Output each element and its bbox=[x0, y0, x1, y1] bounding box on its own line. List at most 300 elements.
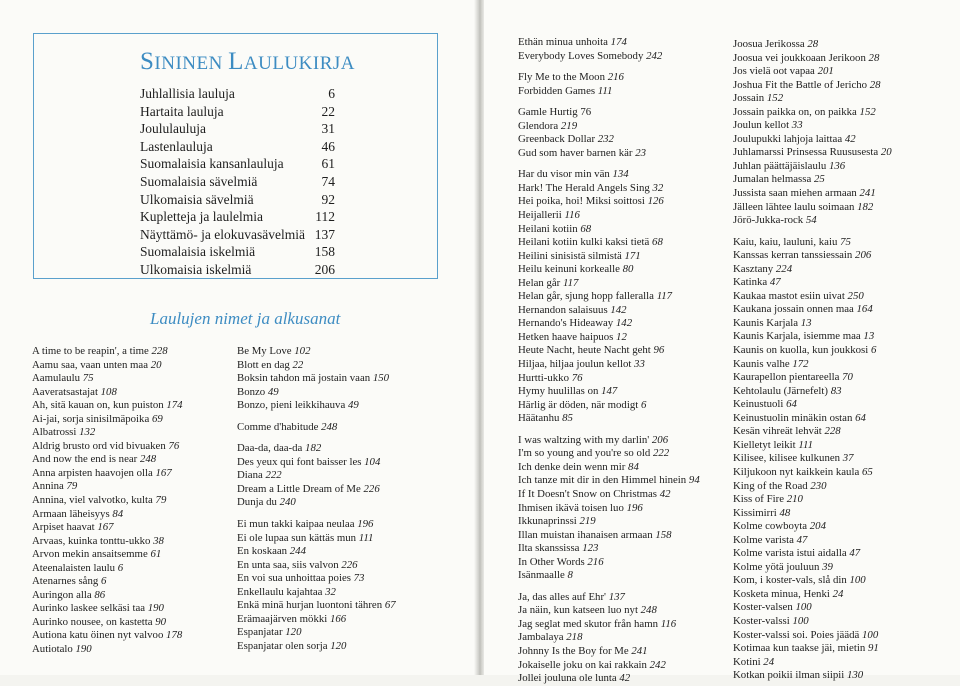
index-entry bbox=[733, 79, 958, 93]
index-entry bbox=[518, 85, 738, 99]
index-entry bbox=[32, 535, 242, 549]
index-entry-title: Jos vielä oot vapaa bbox=[733, 65, 815, 78]
toc-entry bbox=[140, 261, 335, 279]
index-entry bbox=[237, 640, 467, 654]
index-entry bbox=[32, 440, 242, 454]
index-entry-page: 28 bbox=[868, 51, 880, 64]
index-entry bbox=[733, 547, 958, 561]
index-entry-page: 224 bbox=[775, 262, 793, 275]
index-entry-page: 42 bbox=[619, 672, 631, 685]
index-entry-page: 190 bbox=[75, 643, 92, 656]
index-entry-title: Blott en dag bbox=[237, 358, 290, 371]
index-entry-page: 104 bbox=[364, 455, 381, 468]
index-entry-page: 100 bbox=[862, 628, 879, 641]
index-entry bbox=[32, 616, 242, 630]
index-entry-title: Arpiset haavat bbox=[32, 521, 95, 534]
index-entry-title: Auringon alla bbox=[32, 588, 92, 601]
index-entry bbox=[32, 548, 242, 562]
index-entry-title: En unta saa, siis valvon bbox=[237, 558, 339, 571]
index-entry-page: 33 bbox=[634, 358, 645, 371]
title-word: ININEN bbox=[154, 53, 229, 74]
index-entry-page: 174 bbox=[610, 36, 627, 48]
index-entry-page: 75 bbox=[840, 235, 851, 248]
index-entry-title: Keinustuoli bbox=[733, 398, 784, 411]
index-entry bbox=[518, 147, 738, 161]
index-entry bbox=[733, 317, 958, 331]
index-entry-title: In Other Words bbox=[518, 555, 585, 568]
toc-entry bbox=[140, 103, 335, 121]
index-entry-title: Arvon mekin ansaitsemme bbox=[32, 548, 148, 561]
index-entry-page: 111 bbox=[798, 438, 813, 451]
index-entry bbox=[733, 480, 958, 494]
index-entry-page: 242 bbox=[649, 658, 666, 671]
index-entry bbox=[733, 493, 958, 507]
index-entry bbox=[237, 372, 467, 386]
index-entry bbox=[518, 317, 738, 331]
index-entry-title: Hurtti-ukko bbox=[518, 371, 569, 384]
index-entry-title: Hei poika, hoi! Miksi soittosi bbox=[518, 195, 645, 208]
index-entry bbox=[518, 223, 738, 237]
index-entry-page: 68 bbox=[580, 222, 592, 235]
index-entry-page: 196 bbox=[626, 501, 643, 514]
toc-entry-page: 46 bbox=[321, 138, 335, 154]
index-entry-title: Isänmaalle bbox=[518, 569, 565, 582]
index-entry-title: Joosua Jerikossa bbox=[733, 38, 805, 50]
index-entry bbox=[733, 534, 958, 548]
index-entry-page: 137 bbox=[608, 590, 625, 603]
index-entry bbox=[518, 672, 738, 686]
index-entry bbox=[733, 425, 958, 439]
index-entry bbox=[32, 372, 242, 386]
index-entry bbox=[733, 52, 958, 66]
index-entry-page: 12 bbox=[616, 330, 627, 343]
index-entry-page: 120 bbox=[285, 626, 302, 639]
toc-entry-name: Hartaita lauluja bbox=[140, 103, 224, 119]
index-entry-title: Arvaas, kuinka tonttu-ukko bbox=[32, 534, 151, 547]
index-entry-title: Dream a Little Dream of Me bbox=[237, 482, 361, 495]
index-entry-title: En koskaan bbox=[237, 545, 288, 558]
index-entry-page: 6 bbox=[640, 398, 647, 411]
index-entry-page: 94 bbox=[688, 474, 700, 487]
toc-entry-page: 31 bbox=[321, 121, 335, 137]
index-entry bbox=[733, 214, 958, 228]
index-entry bbox=[733, 276, 958, 290]
index-entry-page: 219 bbox=[560, 119, 578, 132]
index-entry bbox=[733, 520, 958, 534]
index-entry-page: 24 bbox=[763, 655, 775, 668]
index-entry-title: Ah, sitä kauan on, kun puiston bbox=[32, 399, 164, 412]
index-entry-page: 182 bbox=[305, 442, 322, 455]
toc-entry-page: 137 bbox=[314, 226, 335, 242]
index-entry bbox=[237, 469, 467, 483]
title-initial: L bbox=[228, 48, 244, 75]
index-entry-page: 39 bbox=[822, 560, 833, 573]
index-entry bbox=[518, 133, 738, 147]
index-entry-page: 240 bbox=[279, 496, 296, 509]
index-entry bbox=[237, 456, 467, 470]
index-entry-title: Hetken haave haipuos bbox=[518, 330, 614, 343]
index-entry-title: Ateenalaisten laulu bbox=[32, 561, 116, 574]
index-heading: Laulujen nimet ja alkusanat bbox=[150, 309, 341, 328]
index-entry-title: Autiotalo bbox=[32, 643, 73, 656]
title-initial: S bbox=[140, 48, 155, 75]
toc-entry-page: 6 bbox=[328, 86, 335, 101]
index-entry-title: Kaukana jossain onnen maa bbox=[733, 303, 854, 316]
index-entry-page: 47 bbox=[796, 533, 808, 546]
index-entry-title: Enkellaulu kajahtaa bbox=[237, 585, 323, 598]
index-entry-title: Everybody Loves Somebody bbox=[518, 49, 644, 62]
index-entry-title: Har du visor min vän bbox=[518, 168, 610, 181]
toc-entry-page: 74 bbox=[321, 173, 335, 189]
index-entry-page: 65 bbox=[861, 465, 873, 478]
index-entry-page: 22 bbox=[292, 358, 304, 371]
index-entry-title: Ilta skanssissa bbox=[518, 542, 580, 555]
index-entry bbox=[733, 290, 958, 304]
index-entry-page: 20 bbox=[880, 146, 892, 159]
index-entry-title: Jossain bbox=[733, 92, 765, 105]
index-entry bbox=[32, 602, 242, 616]
index-entry-page: 158 bbox=[655, 528, 672, 541]
index-entry-page: 24 bbox=[832, 587, 844, 600]
index-entry-title: Armaan läheisyys bbox=[32, 507, 110, 520]
index-entry bbox=[733, 385, 958, 399]
index-entry bbox=[733, 574, 958, 588]
index-entry bbox=[733, 146, 958, 160]
index-entry-page: 37 bbox=[842, 452, 854, 465]
index-entry bbox=[32, 589, 242, 603]
index-entry-title: Kanssas kerran tanssiessain bbox=[733, 249, 853, 262]
index-entry bbox=[32, 508, 242, 522]
index-entry bbox=[32, 480, 242, 494]
index-entry-title: Gud som haver barnen kär bbox=[518, 146, 633, 159]
index-entry-page: 75 bbox=[82, 372, 94, 385]
index-entry bbox=[237, 483, 467, 497]
index-entry-page: 47 bbox=[849, 547, 861, 560]
toc-entry-page: 206 bbox=[314, 261, 335, 277]
index-entry-title: Hiljaa, hiljaa joulun kellot bbox=[518, 358, 632, 371]
index-entry-title: Kaunis valhe bbox=[733, 357, 790, 370]
index-entry bbox=[32, 467, 242, 481]
index-entry bbox=[733, 629, 958, 643]
index-entry-page: 230 bbox=[810, 479, 827, 492]
index-entry-title: Kasztany bbox=[733, 262, 774, 275]
toc-entry-page: 92 bbox=[321, 191, 335, 207]
index-entry-page: 28 bbox=[807, 38, 819, 50]
index-entry-title: If It Doesn't Snow on Christmas bbox=[518, 487, 657, 500]
index-entry-page: 196 bbox=[357, 518, 374, 531]
index-entry-page: 20 bbox=[150, 358, 162, 371]
index-entry-title: King of the Road bbox=[733, 479, 808, 492]
index-entry-title: Ihmisen ikävä toisen luo bbox=[518, 501, 624, 514]
index-entry bbox=[733, 344, 958, 358]
index-entry-title: Bonzo bbox=[237, 385, 266, 398]
index-entry bbox=[733, 601, 958, 615]
index-entry-page: 100 bbox=[795, 601, 812, 614]
index-entry-title: Comme d'habitude bbox=[237, 420, 319, 433]
index-entry bbox=[237, 586, 467, 600]
index-entry bbox=[733, 187, 958, 201]
index-entry bbox=[518, 604, 738, 618]
index-entry-page: 210 bbox=[786, 493, 803, 506]
index-entry-title: Erämaajärven mökki bbox=[237, 612, 328, 625]
index-entry-page: 132 bbox=[79, 426, 96, 439]
toc-list bbox=[140, 85, 335, 279]
index-entry-page: 250 bbox=[847, 289, 864, 302]
index-entry bbox=[518, 209, 738, 223]
index-entry-page: 201 bbox=[817, 65, 834, 78]
index-entry-page: 206 bbox=[651, 433, 669, 446]
index-entry-page: 216 bbox=[587, 555, 604, 568]
index-entry-title: Joulupukki lahjoja laittaa bbox=[733, 132, 843, 145]
index-entry bbox=[518, 434, 738, 448]
index-entry-title: Ja näin, kun katseen luo nyt bbox=[518, 604, 638, 617]
index-entry-page: 136 bbox=[828, 159, 846, 172]
index-entry-page: 134 bbox=[612, 168, 629, 181]
toc-entry bbox=[140, 120, 335, 138]
index-entry-title: Kiss of Fire bbox=[733, 493, 784, 506]
index-entry bbox=[32, 575, 242, 589]
index-entry bbox=[518, 106, 738, 120]
index-entry-title: Kotimaa kun taakse jäi, mietin bbox=[733, 642, 866, 655]
index-entry-title: Ich denke dein wenn mir bbox=[518, 460, 626, 473]
index-entry-page: 42 bbox=[659, 487, 671, 500]
index-entry bbox=[518, 399, 738, 413]
toc-entry-name: Suomalaisia sävelmiä bbox=[140, 173, 258, 189]
index-entry-title: Albatrossi bbox=[32, 426, 77, 439]
index-entry-page: 226 bbox=[363, 482, 380, 495]
index-entry bbox=[32, 345, 242, 359]
index-entry-page: 222 bbox=[652, 447, 670, 460]
index-entry-title: Koster-valssi bbox=[733, 614, 790, 627]
index-entry-page: 76 bbox=[571, 371, 583, 384]
index-entry-title: Ja, das alles auf Ehr' bbox=[518, 590, 606, 603]
index-entry bbox=[733, 452, 958, 466]
index-entry-title: Bonzo, pieni leikkihauva bbox=[237, 399, 346, 412]
index-entry-title: Hymy huulillas on bbox=[518, 385, 599, 398]
index-entry bbox=[733, 160, 958, 174]
index-entry-page: 248 bbox=[321, 420, 338, 433]
index-entry-title: Joulun kellot bbox=[733, 119, 790, 132]
index-entry-title: Fly Me to the Moon bbox=[518, 71, 605, 84]
index-entry bbox=[733, 201, 958, 215]
index-entry-page: 178 bbox=[166, 629, 183, 642]
index-entry-page: 116 bbox=[564, 209, 580, 222]
index-entry-page: 242 bbox=[646, 49, 663, 62]
index-entry-title: Heijallerii bbox=[518, 209, 562, 222]
index-entry-title: Ei ole lupaa sun kättäs mun bbox=[237, 531, 357, 544]
index-entry bbox=[32, 453, 242, 467]
index-entry-title: Hernandon salaisuus bbox=[518, 303, 608, 316]
index-entry-page: 68 bbox=[652, 236, 663, 249]
index-entry-page: 126 bbox=[647, 195, 664, 208]
index-entry-page: 13 bbox=[863, 330, 875, 343]
index-entry-page: 100 bbox=[792, 614, 809, 627]
index-entry-title: Keinustuolin minäkin ostan bbox=[733, 411, 853, 424]
index-entry bbox=[518, 358, 738, 372]
toc-entry-name: Suomalaisia kansanlauluja bbox=[140, 156, 284, 172]
index-entry-page: 232 bbox=[597, 133, 614, 146]
index-entry-page: 85 bbox=[562, 412, 573, 425]
index-entry bbox=[518, 120, 738, 134]
index-entry-title: I was waltzing with my darlin' bbox=[518, 433, 650, 446]
index-entry bbox=[237, 613, 467, 627]
index-column-3 bbox=[518, 36, 738, 686]
index-entry bbox=[733, 65, 958, 79]
index-entry-page: 8 bbox=[567, 569, 573, 582]
index-entry-page: 117 bbox=[656, 290, 673, 303]
index-entry-title: Kaunis Karjala, isiemme maa bbox=[733, 330, 861, 343]
index-entry-title: Enkä minä hurjan luontoni tähren bbox=[237, 599, 383, 612]
index-entry-title: Kehtolaulu (Järnefelt) bbox=[733, 384, 829, 397]
index-entry bbox=[733, 561, 958, 575]
index-entry-title: Kaunis Karjala bbox=[733, 316, 799, 329]
index-entry-page: 108 bbox=[100, 385, 117, 398]
index-entry-title: Kotkan poikii ilman siipii bbox=[733, 669, 845, 682]
index-entry-page: 120 bbox=[330, 639, 347, 652]
index-entry-title: And now the end is near bbox=[32, 453, 138, 466]
index-entry-title: Jörö-Jukka-rock bbox=[733, 214, 804, 227]
index-entry-page: 79 bbox=[66, 480, 78, 493]
index-entry bbox=[733, 466, 958, 480]
index-entry-title: Jag seglat med skutor från hamn bbox=[518, 617, 659, 630]
index-entry-title: Annina, viel valvotko, kulta bbox=[32, 494, 153, 507]
index-entry bbox=[237, 421, 467, 435]
index-entry bbox=[518, 277, 738, 291]
index-entry-title: Boksin tahdon mä jostain vaan bbox=[237, 372, 371, 385]
index-entry bbox=[733, 119, 958, 133]
index-entry bbox=[32, 386, 242, 400]
index-entry-title: Katinka bbox=[733, 276, 768, 289]
index-entry-page: 222 bbox=[265, 469, 282, 482]
index-entry-page: 241 bbox=[631, 644, 648, 657]
index-entry-title: Helan går bbox=[518, 276, 561, 289]
index-entry-title: Koster-valsen bbox=[733, 601, 793, 614]
index-entry-title: Hernando's Hideaway bbox=[518, 317, 614, 330]
index-entry-page: 83 bbox=[830, 384, 842, 397]
index-column-4 bbox=[733, 38, 958, 683]
index-entry-title: Johnny Is the Boy for Me bbox=[518, 644, 629, 657]
index-entry-title: Diana bbox=[237, 469, 263, 482]
index-entry-page: 111 bbox=[358, 531, 374, 544]
index-entry-page: 164 bbox=[856, 303, 873, 316]
index-entry bbox=[518, 71, 738, 85]
index-entry bbox=[518, 631, 738, 645]
toc-entry-name: Ulkomaisia iskelmiä bbox=[140, 261, 252, 277]
index-entry-title: Kosketa minua, Henki bbox=[733, 587, 830, 600]
index-entry-page: 166 bbox=[329, 612, 347, 625]
index-entry bbox=[733, 92, 958, 106]
index-entry-title: Koster-valssi soi. Poies jäädä bbox=[733, 628, 860, 641]
index-entry-page: 204 bbox=[809, 520, 826, 533]
index-entry-page: 91 bbox=[867, 642, 879, 655]
index-entry-page: 32 bbox=[325, 585, 336, 598]
index-entry bbox=[237, 399, 467, 413]
index-entry-title: Heilani kotiin kulki kaksi tietä bbox=[518, 236, 650, 249]
index-entry bbox=[237, 345, 467, 359]
index-entry bbox=[518, 542, 738, 556]
index-entry-page: 142 bbox=[615, 317, 633, 330]
index-entry-page: 54 bbox=[805, 214, 817, 227]
toc-entry-name: Lastenlauluja bbox=[140, 138, 213, 154]
index-entry-page: 116 bbox=[660, 617, 677, 630]
toc-entry bbox=[140, 155, 335, 173]
index-entry-title: Illan muistan ihanaisen armaan bbox=[518, 528, 653, 541]
toc-entry-name: Kupletteja ja laulelmia bbox=[140, 209, 263, 225]
index-entry bbox=[237, 442, 467, 456]
index-entry-title: Hark! The Herald Angels Sing bbox=[518, 181, 650, 194]
book-title bbox=[140, 48, 355, 76]
index-entry-page: 228 bbox=[824, 425, 841, 438]
index-entry-page: 111 bbox=[597, 84, 613, 97]
index-entry-title: Jossain paikka on, on paikka bbox=[733, 105, 857, 118]
index-entry-page: 49 bbox=[267, 385, 279, 398]
index-entry-title: Kolme varista istui aidalla bbox=[733, 547, 847, 560]
index-entry-title: Joshua Fit the Battle of Jericho bbox=[733, 78, 868, 91]
toc-entry bbox=[140, 85, 335, 103]
index-entry bbox=[733, 669, 958, 683]
index-entry-page: 23 bbox=[635, 146, 647, 159]
toc-entry bbox=[140, 243, 335, 261]
index-entry-title: Jumalan helmassa bbox=[733, 173, 812, 186]
index-entry bbox=[237, 545, 467, 559]
index-entry-title: Aldrig brusto ord vid bivuaken bbox=[32, 439, 166, 452]
toc-entry-page: 112 bbox=[315, 209, 335, 225]
index-entry-title: Forbidden Games bbox=[518, 84, 596, 97]
index-entry-page: 48 bbox=[779, 506, 791, 519]
index-entry-title: Juhlamarssi Prinsessa Ruususesta bbox=[733, 146, 879, 159]
index-column-2 bbox=[237, 345, 467, 653]
toc-entry-name: Ulkomaisia sävelmiä bbox=[140, 191, 254, 207]
index-column-1 bbox=[32, 345, 242, 657]
toc-entry-page: 61 bbox=[321, 156, 335, 172]
index-entry-page: 67 bbox=[384, 599, 396, 612]
index-entry-title: Gamle Hurtig bbox=[518, 106, 578, 119]
index-entry bbox=[518, 556, 738, 570]
index-entry-page: 47 bbox=[769, 276, 781, 289]
index-entry-page: 49 bbox=[347, 399, 359, 412]
index-entry-title: Härlig är döden, när modigt bbox=[518, 398, 639, 411]
index-entry bbox=[518, 304, 738, 318]
index-entry-page: 171 bbox=[624, 249, 641, 262]
index-entry bbox=[518, 529, 738, 543]
index-entry bbox=[518, 50, 738, 64]
index-entry-title: Kielletyt leikit bbox=[733, 438, 796, 451]
index-entry bbox=[733, 263, 958, 277]
index-entry-page: 172 bbox=[792, 357, 809, 370]
index-entry bbox=[237, 386, 467, 400]
title-word: AULUKIRJA bbox=[243, 53, 355, 74]
index-entry-page: 70 bbox=[842, 371, 853, 384]
index-entry-title: Joosua vei joukkoaan Jerikoon bbox=[733, 51, 866, 64]
index-entry bbox=[518, 250, 738, 264]
index-entry-title: Kilisee, kilisee kulkunen bbox=[733, 452, 841, 465]
index-entry-title: Daa-da, daa-da bbox=[237, 442, 303, 455]
index-entry-page: 226 bbox=[341, 558, 358, 571]
index-entry bbox=[32, 413, 242, 427]
index-entry-title: Heilu keinuni korkealle bbox=[518, 263, 620, 276]
index-entry-page: 244 bbox=[289, 545, 306, 558]
index-entry-title: Aaveratsastajat bbox=[32, 385, 98, 398]
index-entry bbox=[733, 358, 958, 372]
index-entry bbox=[32, 521, 242, 535]
index-entry-title: Jussista saan miehen armaan bbox=[733, 187, 857, 200]
index-entry bbox=[518, 461, 738, 475]
index-entry bbox=[32, 629, 242, 643]
index-entry-page: 90 bbox=[155, 615, 167, 628]
table-of-contents-box bbox=[33, 33, 438, 279]
toc-entry-name: Joululauluja bbox=[140, 121, 206, 137]
index-entry-page: 32 bbox=[652, 181, 664, 194]
